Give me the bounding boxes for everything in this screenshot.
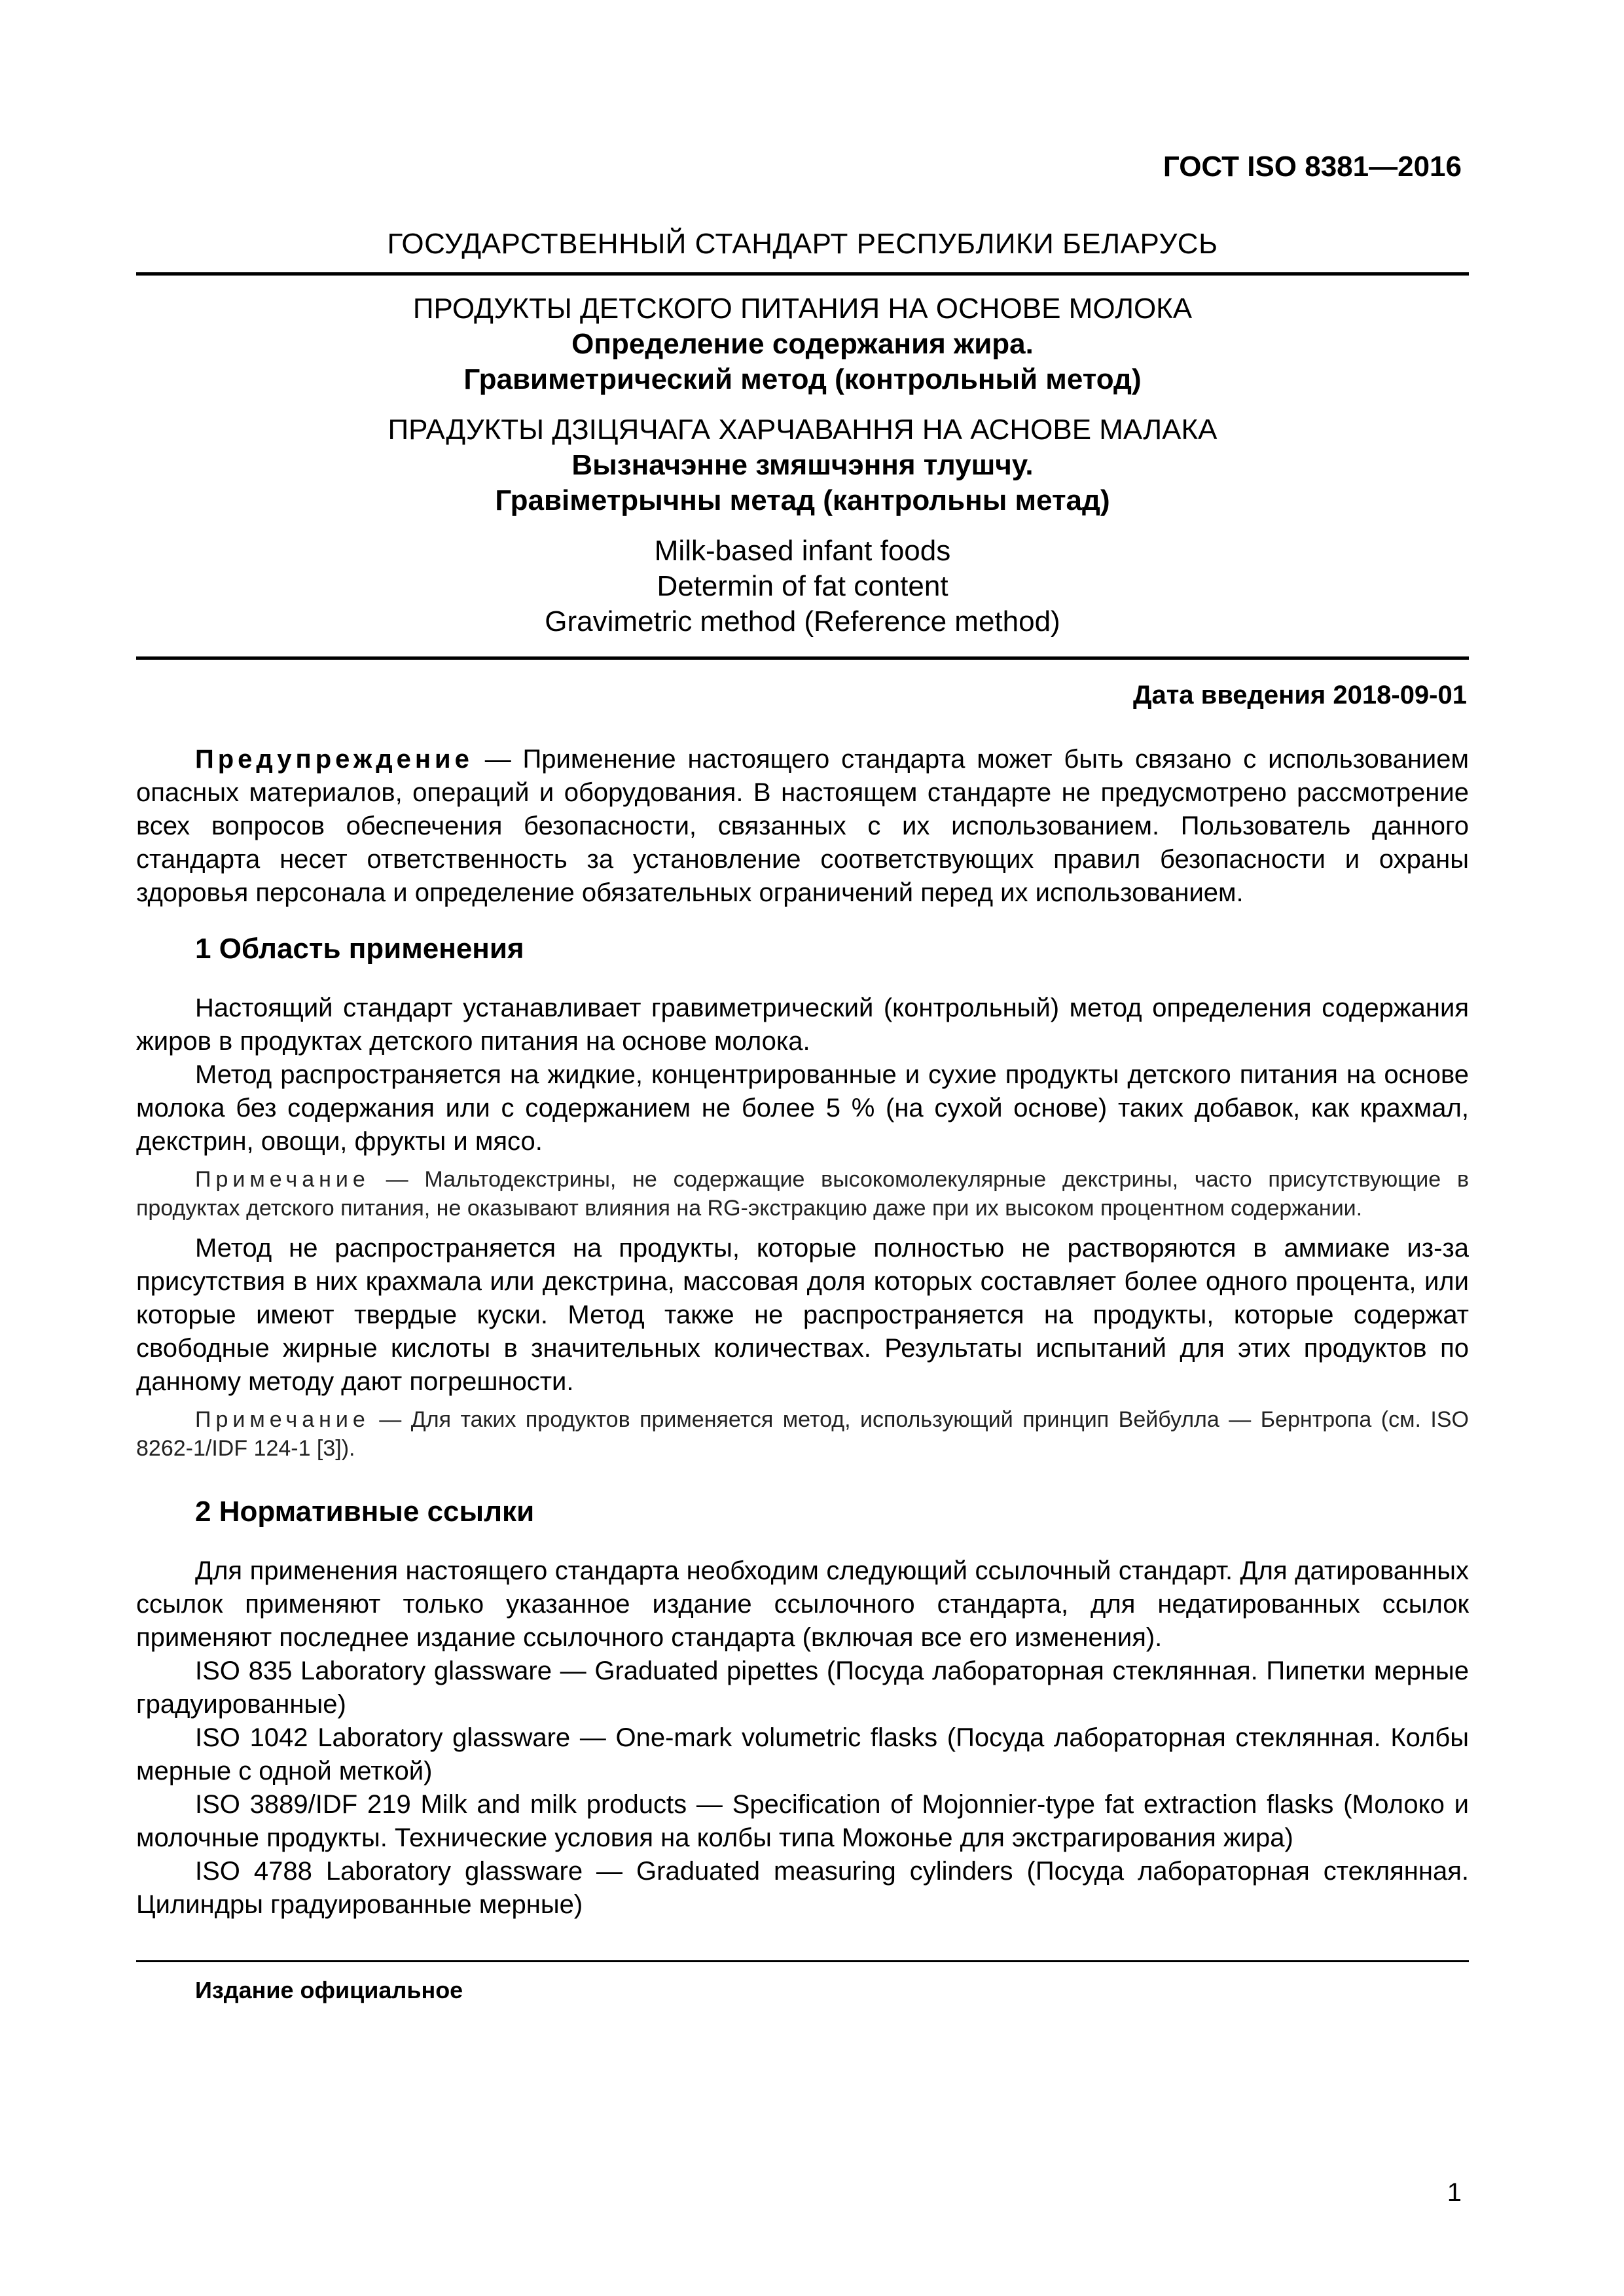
title-by-line2: Вызначэнне змяшчэння тлушчу. bbox=[571, 449, 1034, 481]
title-ru-line2: Определение содержания жира. bbox=[571, 328, 1034, 360]
title-by-line3: Гравіметрычны метад (кантрольны метад) bbox=[495, 484, 1110, 516]
reference-iso-835: ISO 835 Laboratory glassware — Graduated pipettes (Посуда лабораторная стеклянная. Пипетки мерные градуированные) bbox=[136, 1657, 1469, 1719]
title-russian bbox=[136, 291, 1469, 397]
footer-rule bbox=[136, 1960, 1469, 1962]
section-1-note-2 bbox=[136, 1405, 1469, 1463]
header-rule-top bbox=[136, 272, 1469, 276]
title-en-line2: Determin of fat content bbox=[657, 570, 948, 602]
document-number: ГОСТ ISO 8381—2016 bbox=[1163, 151, 1462, 183]
title-ru-line3: Гравиметрический метод (контрольный метод) bbox=[463, 363, 1142, 395]
reference-iso-4788: ISO 4788 Laboratory glassware — Graduated measuring cylinders (Посуда лабораторная стеклянная. Цилиндры градуированные мерные) bbox=[136, 1857, 1469, 1919]
reference-iso-3889: ISO 3889/IDF 219 Milk and milk products — Specification of Mojonnier-type fat extraction flasks (Молоко и молочные продукты. Технические условия на колбы типа Можонье для экстрагирования жира) bbox=[136, 1790, 1469, 1852]
section-1-heading: 1 Область применения bbox=[195, 933, 524, 965]
title-english bbox=[136, 533, 1469, 639]
official-edition-label: Издание официальное bbox=[195, 1977, 463, 2003]
note-2-text: — Для таких продуктов применяется метод, использующий принцип Вейбулла — Бернтропа (см. ISO 8262-1/IDF 124-1 [3]). bbox=[136, 1407, 1469, 1461]
warning-text: — Применение настоящего стандарта может быть связано с использованием опасных материалов, операций и оборудования. В настоящем стандарте не предусмотрено рассмотрение всех вопросов обеспечения безопасности, связанных с их использованием. Пользователь данного стандарта несет ответственность за установление соответствующих правил безопасности и охраны здоровья персонала и определение обязательных ограничений перед их использованием. bbox=[136, 745, 1469, 907]
note-2-label: Примечание bbox=[195, 1407, 370, 1432]
note-1-text: — Мальтодекстрины, не содержащие высокомолекулярные декстрины, часто присутствующие в продуктах детского питания, не оказывают влияния на RG-экстракцию даже при их высоком процентном содержании. bbox=[136, 1167, 1469, 1221]
page-number: 1 bbox=[1447, 2178, 1462, 2207]
section-1-body bbox=[136, 992, 1469, 1463]
section-2-body bbox=[136, 1554, 1469, 1922]
section-2-paragraph-1: Для применения настоящего стандарта необходим следующий ссылочный стандарт. Для датированных ссылок применяют только указанное издание ссылочного стандарта, для недатированных ссылок применяют последнее издание ссылочного стандарта (включая все его изменения). bbox=[136, 1556, 1469, 1652]
title-belarusian bbox=[136, 412, 1469, 518]
note-1-label: Примечание bbox=[195, 1167, 370, 1192]
header-rule-bottom bbox=[136, 656, 1469, 660]
section-1-paragraph-1: Настоящий стандарт устанавливает гравиметрический (контрольный) метод определения содержания жиров в продуктах детского питания на основе молока. bbox=[136, 994, 1469, 1056]
warning-label: Предупреждение bbox=[195, 745, 473, 774]
title-ru-line1: ПРОДУКТЫ ДЕТСКОГО ПИТАНИЯ НА ОСНОВЕ МОЛОКА bbox=[412, 293, 1193, 325]
section-1-paragraph-3: Метод не распространяется на продукты, которые полностью не растворяются в аммиаке из-за присутствия в них крахмала или декстрина, массовая доля которых составляет более одного процента, или которые имеют твердые куски. Метод также не распространяется на продукты, которые содержат свободные жирные кислоты в значительных количествах. Результаты испытаний для этих продуктов по данному методу дают погрешности. bbox=[136, 1234, 1469, 1396]
reference-iso-1042: ISO 1042 Laboratory glassware — One-mark volumetric flasks (Посуда лабораторная стеклянная. Колбы мерные с одной меткой) bbox=[136, 1723, 1469, 1785]
section-1-note-1 bbox=[136, 1165, 1469, 1223]
state-standard-heading: ГОСУДАРСТВЕННЫЙ СТАНДАРТ РЕСПУБЛИКИ БЕЛАРУСЬ bbox=[387, 228, 1218, 260]
section-1-paragraph-2: Метод распространяется на жидкие, концентрированные и сухие продукты детского питания на основе молока без содержания или с содержанием не более 5 % (на сухой основе) таких добавок, как крахмал, декстрин, овощи, фрукты и мясо. bbox=[136, 1060, 1469, 1156]
section-2-heading: 2 Нормативные ссылки bbox=[195, 1496, 535, 1528]
effective-date: Дата введения 2018-09-01 bbox=[1132, 681, 1467, 709]
title-by-line1: ПРАДУКТЫ ДЗІЦЯЧАГА ХАРЧАВАННЯ НА АСНОВЕ МАЛАКА bbox=[388, 414, 1218, 446]
title-en-line1: Milk-based infant foods bbox=[654, 535, 951, 567]
warning-paragraph bbox=[136, 743, 1469, 910]
title-en-line3: Gravimetric method (Reference method) bbox=[545, 605, 1060, 637]
